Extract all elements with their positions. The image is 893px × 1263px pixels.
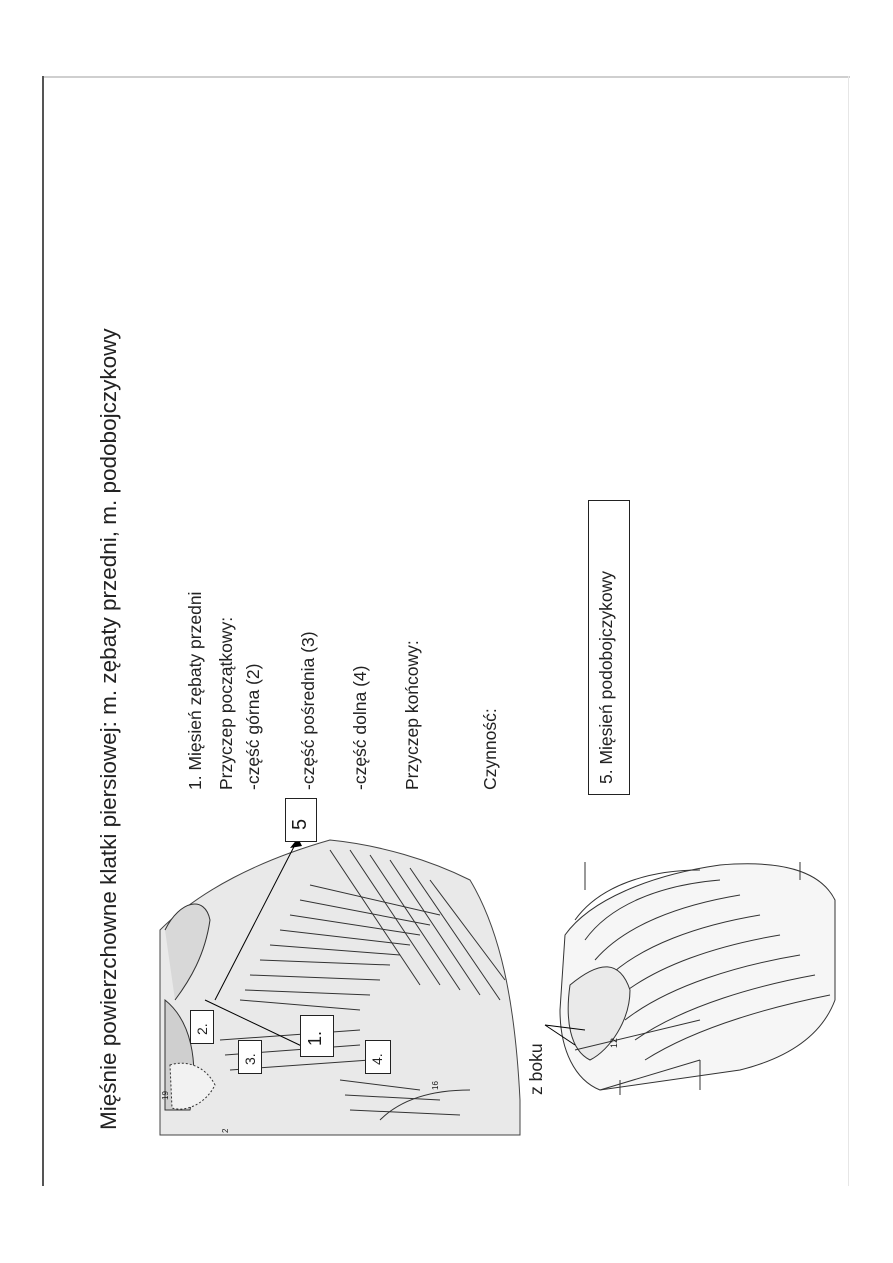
- label-3: 3.: [242, 1053, 258, 1065]
- small-label-2: 2: [221, 1128, 230, 1133]
- label-4: 4.: [369, 1053, 385, 1065]
- small-label-19: 19: [161, 1091, 170, 1100]
- small-label-16: 16: [431, 1081, 440, 1090]
- page-title: Mięśnie powierzchowne klatki piersiowej: m. zębaty przedni, m. podobojczykowy: [96, 328, 121, 1130]
- label-1: 1.: [305, 1030, 325, 1046]
- label-5: 5: [289, 818, 311, 830]
- insertion-label: Przyczep końcowy:: [402, 640, 422, 790]
- part-middle: -część pośrednia (3): [298, 631, 318, 790]
- part-lower: -część dolna (4): [350, 665, 370, 790]
- label-2: 2.: [194, 1023, 210, 1035]
- function-label: Czynność:: [480, 708, 500, 790]
- origin-label: Przyczep początkowy:: [216, 616, 236, 790]
- section1-heading: 1. Mięsień zębaty przedni: [185, 591, 205, 790]
- section5-heading: 5. Mięsień podobojczykowy: [596, 570, 616, 784]
- view-caption: z boku: [526, 1043, 546, 1095]
- part-upper: -część górna (2): [243, 663, 263, 790]
- small-label-12: 12: [609, 1037, 619, 1048]
